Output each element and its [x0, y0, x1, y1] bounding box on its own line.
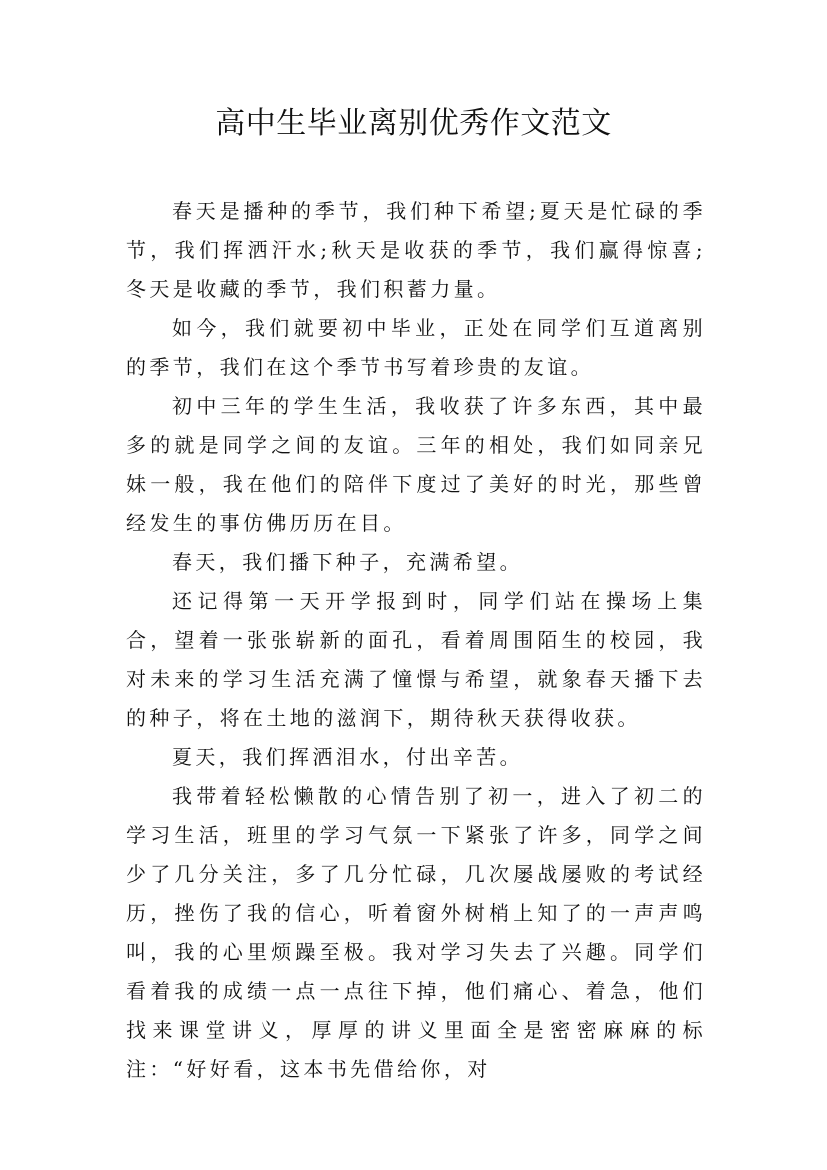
- paragraph-3: 初中三年的学生生活，我收获了许多东西，其中最多的就是同学之间的友谊。三年的相处，我们如同亲兄妹一般，我在他们的陪伴下度过了美好的时光，那些曾经发生的事仿佛历历在目。: [126, 394, 706, 535]
- paragraph-4: 春天，我们播下种子，充满希望。: [172, 550, 523, 574]
- paragraph-6: 夏天，我们挥洒泪水，付出辛苦。: [172, 745, 523, 769]
- document-title: 高中生毕业离别优秀作文范文: [215, 106, 612, 141]
- paragraph-5: 还记得第一天开学报到时，同学们站在操场上集合，望着一张张崭新的面孔，看着周围陌生的校园，我对未来的学习生活充满了憧憬与希望，就象春天播下去的种子，将在土地的滋润下，期待秋天获得收获。: [126, 589, 706, 730]
- paragraph-2: 如今，我们就要初中毕业，正处在同学们互道离别的季节，我们在这个季节书写着珍贵的友谊。: [126, 316, 706, 379]
- paragraph-7: 我带着轻松懒散的心情告别了初一，进入了初二的学习生活，班里的学习气氛一下紧张了许多，同学之间少了几分关注，多了几分忙碌，几次屡战屡败的考试经历，挫伤了我的信心，听着窗外树梢上知了的一声声鸣叫，我的心里烦躁至极。我对学习失去了兴趣。同学们看着我的成绩一点一点往下掉，他们痛心、着急，他们找来课堂讲义，厚厚的讲义里面全是密密麻麻的标注：“好好看，这本书先借给你，对: [126, 784, 706, 1081]
- paragraph-1: 春天是播种的季节，我们种下希望;夏天是忙碌的季节，我们挥洒汗水;秋天是收获的季节，我们赢得惊喜;冬天是收藏的季节，我们积蓄力量。: [126, 199, 706, 301]
- document-body: [126, 192, 706, 1089]
